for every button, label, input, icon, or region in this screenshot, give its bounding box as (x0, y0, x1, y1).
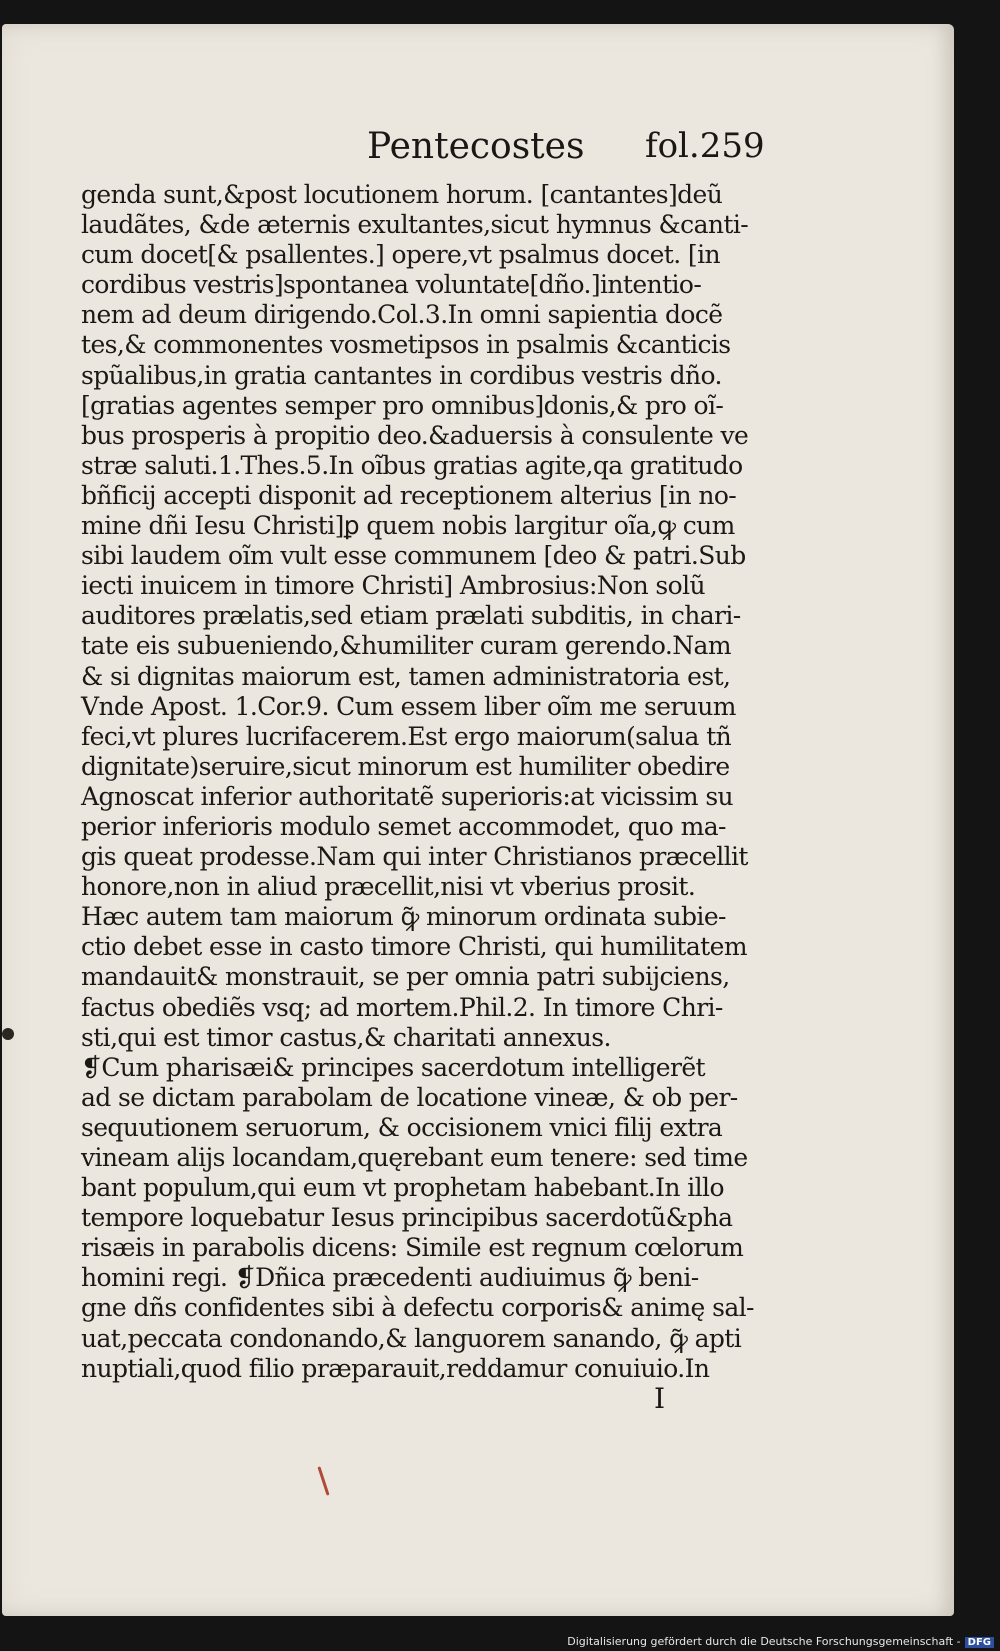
signature-mark: I (654, 1382, 666, 1415)
text-line: ctio debet esse in casto timore Christi, qui humilitatem (81, 932, 747, 962)
text-line: ad se dictam parabolam de locatione vineæ, & ob per- (81, 1082, 738, 1112)
text-line: iecti inuicem in timore Christi] Ambrosius:Non solũ (81, 571, 706, 601)
text-line: gne dñs confidentes sibi à defectu corporis& animę sal- (81, 1293, 754, 1323)
digitization-credit (567, 1635, 994, 1648)
dfg-logo: DFG (965, 1637, 994, 1648)
text-line: Vnde Apost. 1.Cor.9. Cum essem liber oĩm me seruum (81, 691, 736, 721)
body-text (81, 180, 761, 1384)
text-line: bant populum,qui eum vt prophetam habebant.In illo (81, 1173, 724, 1203)
text-line: sibi laudem oĩm vult esse communem [deo & patri.Sub (81, 541, 746, 571)
text-line: mine dñi Iesu Christi]ꝑ quem nobis largitur oĩa,ꝙ cum (81, 511, 735, 541)
text-line: sti,qui est timor castus,& charitati annexus. (81, 1022, 611, 1052)
text-line: genda sunt,&post locutionem horum. [cantantes]deũ (81, 180, 723, 209)
text-line: tempore loquebatur Iesus principibus sacerdotũ&pha (81, 1203, 733, 1233)
text-line: nem ad deum dirigendo.Col.3.In omni sapientia docẽ (81, 300, 723, 330)
credit-text: Digitalisierung gefördert durch die Deutsche Forschungsgemeinschaft - (567, 1635, 961, 1648)
text-line: laudãtes, &de æternis exultantes,sicut hymnus &canti- (81, 210, 749, 240)
text-line: [gratias agentes semper pro omnibus]donis,& pro oĩ- (81, 390, 724, 420)
text-line: tate eis subueniendo,&humiliter curam gerendo.Nam (81, 631, 731, 661)
text-line: spũalibus,in gratia cantantes in cordibus vestris dño. (81, 360, 722, 390)
text-line: cum docet[& psallentes.] opere,vt psalmus docet. [in (81, 240, 720, 270)
text-line: feci,vt plures lucrifacerem.Est ergo maiorum(salua tñ (81, 721, 732, 751)
text-line: uat,peccata condonando,& languorem sanando, ꝙ̃ apti (81, 1323, 742, 1353)
page-header (2, 112, 954, 172)
running-head: Pentecostes (367, 126, 585, 167)
text-line: stræ saluti.1.Thes.5.In oĩbus gratias agite,qa gratitudo (81, 450, 743, 480)
text-line: bus prosperis à propitio deo.&aduersis à consulente ve (81, 420, 749, 450)
text-line: perior inferioris modulo semet accommodet, quo ma- (81, 811, 726, 841)
text-line: dignitate)seruire,sicut minorum est humiliter obedire (81, 751, 730, 781)
folio-number: fol.259 (645, 126, 765, 166)
text-line: Hæc autem tam maiorum ꝙ̃ minorum ordinata subie- (81, 902, 726, 932)
text-line: vineam alijs locandam,quęrebant eum tenere: sed time (81, 1143, 748, 1172)
text-line: Agnoscat inferior authoritatẽ superioris:at vicissim su (81, 781, 734, 811)
text-line: factus obediẽs vsq; ad mortem.Phil.2. In timore Chri- (81, 992, 723, 1022)
text-line: nuptiali,quod filio præparauit,reddamur conuiuio.In (81, 1353, 710, 1383)
text-line: ❡Cum pharisæi& principes sacerdotum intelligerẽt (81, 1052, 705, 1082)
text-line: mandauit& monstrauit, se per omnia patri subijciens, (81, 962, 730, 992)
text-line: auditores prælatis,sed etiam prælati subditis, in chari- (81, 601, 741, 631)
text-line: gis queat prodesse.Nam qui inter Christianos præcellit (81, 842, 748, 872)
text-line: homini regi. ❡Dñica præcedenti audiuimus ꝙ̃ beni- (81, 1263, 699, 1293)
text-line: honore,non in aliud præcellit,nisi vt vberius prosit. (81, 872, 696, 902)
ink-mark (317, 1466, 329, 1495)
text-line: cordibus vestris]spontanea voluntate[dño.]intentio- (81, 270, 702, 300)
text-line: risæis in parabolis dicens: Simile est regnum cœlorum (81, 1233, 744, 1263)
binding-hole (2, 1028, 14, 1040)
text-line: tes,& commonentes vosmetipsos in psalmis &canticis (81, 330, 731, 360)
book-page (2, 24, 954, 1616)
text-line: bñficij accepti disponit ad receptionem alterius [in no- (81, 480, 737, 510)
text-line: sequutionem seruorum, & occisionem vnici filij extra (81, 1112, 723, 1142)
text-line: & si dignitas maiorum est, tamen administratoria est, (81, 661, 731, 691)
